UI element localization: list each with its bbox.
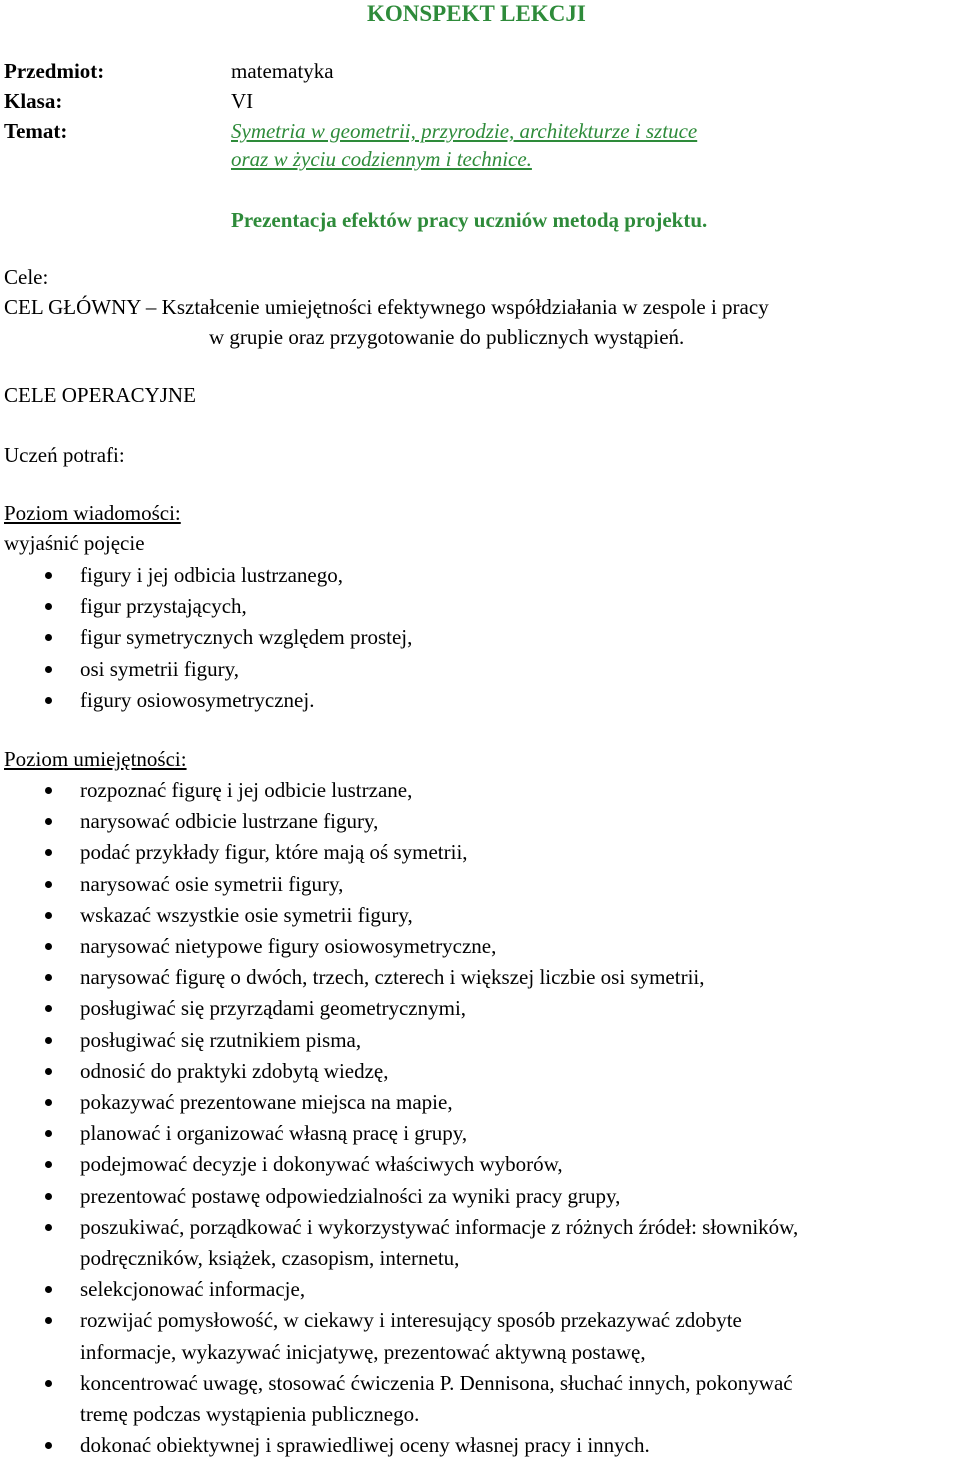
list-item: odnosić do praktyki zdobytą wiedzę, [0, 1056, 960, 1087]
skills-list [0, 775, 960, 1461]
class-label: Klasa: [4, 89, 63, 113]
list-item: dokonać obiektywnej i sprawiedliwej oceny własnej pracy i innych. [0, 1430, 960, 1461]
knowledge-level-heading: Poziom wiadomości: [4, 501, 181, 525]
list-item-line: podręczników, książek, czasopism, internetu, [80, 1246, 460, 1271]
list-item-line: tremę podczas wystąpienia publicznego. [80, 1402, 420, 1427]
list-item: posługiwać się przyrządami geometrycznymi, [0, 993, 960, 1024]
list-item [0, 1212, 960, 1274]
subject-value: matematyka [231, 59, 334, 83]
list-item: narysować nietypowe figury osiowosymetryczne, [0, 931, 960, 962]
list-item-line: koncentrować uwagę, stosować ćwiczenia P. Dennisona, słuchać innych, pokonywać [80, 1370, 793, 1395]
list-item-line: rozwijać pomysłowość, w ciekawy i interesujący sposób przekazywać zdobyte [80, 1308, 742, 1333]
list-item: narysować osie symetrii figury, [0, 869, 960, 900]
operational-goals-heading: CELE OPERACYJNE [4, 383, 196, 407]
list-item: wskazać wszystkie osie symetrii figury, [0, 900, 960, 931]
list-item: podać przykłady figur, które mają oś symetrii, [0, 837, 960, 868]
goals-label: Cele: [4, 265, 49, 289]
main-goal-line [4, 292, 769, 323]
list-item-line: poszukiwać, porządkować i wykorzystywać informacje z różnych źródeł: słowników, [80, 1214, 799, 1239]
main-goal-label: CEL GŁÓWNY [4, 295, 141, 319]
list-item: prezentować postawę odpowiedzialności za wyniki pracy grupy, [0, 1181, 960, 1212]
topic-line-2: oraz w życiu codziennym i technice. [231, 147, 532, 171]
list-item: planować i organizować własną pracę i grupy, [0, 1118, 960, 1149]
list-item [0, 1368, 960, 1430]
presentation-line: Prezentacja efektów pracy uczniów metodą projektu. [231, 208, 708, 232]
student-can-heading: Uczeń potrafi: [4, 443, 125, 467]
list-item: osi symetrii figury, [0, 654, 960, 685]
knowledge-list [0, 560, 960, 716]
topic-label: Temat: [4, 119, 68, 143]
list-item: figury i jej odbicia lustrzanego, [0, 560, 960, 591]
list-item [0, 1305, 960, 1367]
list-item: figury osiowosymetrycznej. [0, 685, 960, 716]
subject-label: Przedmiot: [4, 59, 105, 83]
list-item: figur symetrycznych względem prostej, [0, 622, 960, 653]
list-item: figur przystających, [0, 591, 960, 622]
list-item: posługiwać się rzutnikiem pisma, [0, 1025, 960, 1056]
list-item: pokazywać prezentowane miejsca na mapie, [0, 1087, 960, 1118]
list-item: rozpoznać figurę i jej odbicie lustrzane, [0, 775, 960, 806]
list-item: podejmować decyzje i dokonywać właściwych wyborów, [0, 1149, 960, 1180]
main-goal-continuation: w grupie oraz przygotowanie do publicznych wystąpień. [209, 325, 685, 349]
list-item: narysować figurę o dwóch, trzech, czterech i większej liczbie osi symetrii, [0, 962, 960, 993]
list-item-line: informacje, wykazywać inicjatywę, prezentować aktywną postawę, [80, 1339, 646, 1364]
class-value: VI [231, 89, 254, 113]
document-title: KONSPEKT LEKCJI [367, 1, 586, 26]
knowledge-intro: wyjaśnić pojęcie [4, 531, 145, 555]
list-item: selekcjonować informacje, [0, 1274, 960, 1305]
list-item: narysować odbicie lustrzane figury, [0, 806, 960, 837]
skills-level-heading: Poziom umiejętności: [4, 747, 187, 771]
main-goal-text: – Kształcenie umiejętności efektywnego współdziałania w zespole i pracy [145, 295, 769, 319]
topic-line-1: Symetria w geometrii, przyrodzie, architekturze i sztuce [231, 119, 698, 143]
